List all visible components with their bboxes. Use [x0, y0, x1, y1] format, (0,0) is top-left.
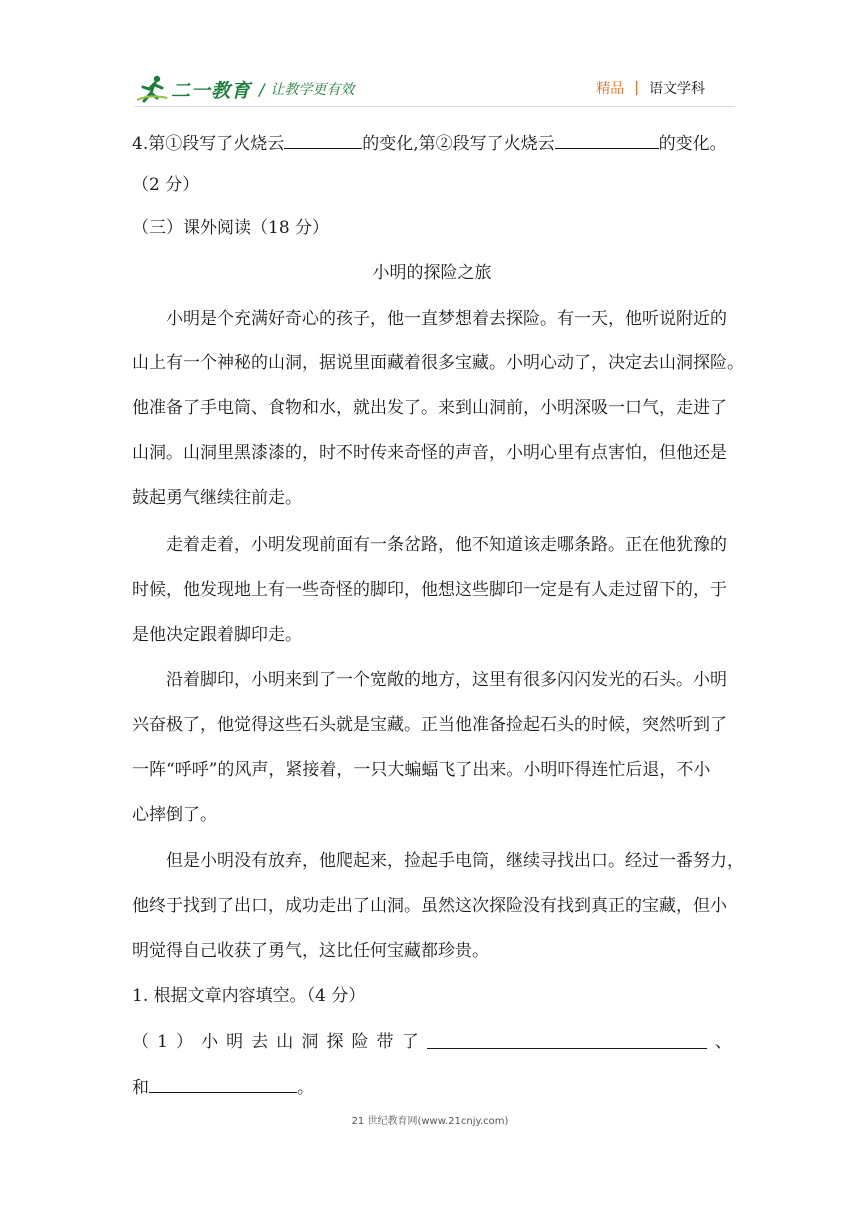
- header-divider: |: [634, 80, 639, 96]
- q4-blank-1: [284, 130, 362, 149]
- subject-label: 语文学科: [649, 81, 705, 97]
- passage-line: 山上有一个神秘的山洞，据说里面藏着很多宝藏。小明心动了，决定去山洞探险。: [132, 353, 744, 373]
- slogan: 让教学更有效: [270, 82, 355, 98]
- q1-char: 1: [157, 1032, 168, 1052]
- passage-line: 兴奋极了，他觉得这些石头就是宝藏。正当他准备捡起石头的时候，突然听到了: [132, 715, 727, 735]
- passage-line: 鼓起勇气继续往前走。: [132, 488, 302, 508]
- q1-char: 去: [251, 1032, 269, 1052]
- header-right: [596, 78, 705, 98]
- q1-char: 险: [351, 1032, 369, 1052]
- page-header: [135, 66, 735, 106]
- q4-score: （2 分）: [132, 175, 200, 195]
- passage-title: 小明的探险之旅: [372, 263, 492, 283]
- passage-line: 小明是个充满好奇心的孩子，他一直梦想着去探险。有一天，他听说附近的: [166, 309, 727, 329]
- q4-text-3: 的变化。: [658, 134, 727, 154]
- q1-char: ）: [175, 1032, 193, 1052]
- q1-blank-2: [149, 1074, 297, 1093]
- q1-char: 明: [226, 1032, 244, 1052]
- premium-label: 精品: [596, 81, 625, 97]
- logo-text: 二一教育: [171, 79, 252, 102]
- q1-period: 。: [297, 1078, 314, 1098]
- question-1-sub-1: [132, 1030, 732, 1054]
- q1-char: 带: [376, 1032, 394, 1052]
- section-title: （三）课外阅读（18 分）: [132, 218, 330, 238]
- question-1-sub-1-cont: [132, 1074, 732, 1100]
- header-rule: [135, 106, 735, 107]
- q1-char: 山: [276, 1032, 294, 1052]
- passage-line: 但是小明没有放弃，他爬起来，捡起手电筒，继续寻找出口。经过一番努力，: [166, 851, 744, 871]
- passage-line: 心摔倒了。: [132, 805, 217, 825]
- passage-line: 他终于找到了出口，成功走出了山洞。虽然这次探险没有找到真正的宝藏，但小: [132, 896, 727, 916]
- logo: [135, 74, 354, 104]
- runner-logo-icon: [135, 74, 169, 104]
- q1-char: 洞: [301, 1032, 319, 1052]
- passage-line: 明觉得自己收获了勇气，这比任何宝藏都珍贵。: [132, 941, 489, 961]
- passage-line: 沿着脚印，小明来到了一个宽敞的地方，这里有很多闪闪发光的石头。小明: [166, 670, 727, 690]
- q1-comma: 、: [714, 1032, 732, 1052]
- passage-line: 他准备了手电筒、食物和水，就出发了。来到山洞前，小明深吸一口气，走进了: [132, 398, 727, 418]
- passage-line: 山洞。山洞里黑漆漆的，时不时传来奇怪的声音，小明心里有点害怕，但他还是: [132, 443, 727, 463]
- page-footer: 21 世纪教育网(www.21cnjy.com): [351, 1116, 509, 1127]
- passage-line: 走着走着，小明发现前面有一条岔路，他不知道该走哪条路。正在他犹豫的: [166, 535, 727, 555]
- q4-text-1: 4.第①段写了火烧云: [132, 134, 285, 154]
- question-1-stem: 1. 根据文章内容填空。（4 分）: [132, 986, 366, 1006]
- q1-and: 和: [132, 1078, 149, 1098]
- q4-blank-2: [555, 130, 659, 149]
- q4-text-2: 的变化,第②段写了火烧云: [362, 134, 555, 154]
- q1-char: 了: [401, 1032, 419, 1052]
- passage-line: 一阵“呼呼”的风声，紧接着，一只大蝙蝠飞了出来。小明吓得连忙后退，不小: [132, 760, 711, 780]
- q1-char: 小: [201, 1032, 219, 1052]
- q1-char: （: [132, 1032, 149, 1052]
- q1-blank-1: [427, 1030, 707, 1049]
- passage-line: 时候，他发现地上有一些奇怪的脚印，他想这些脚印一定是有人走过留下的，于: [132, 580, 727, 600]
- question-4: [132, 130, 732, 156]
- q1-char: 探: [326, 1032, 344, 1052]
- logo-slash: /: [259, 79, 265, 99]
- passage-line: 是他决定跟着脚印走。: [132, 625, 302, 645]
